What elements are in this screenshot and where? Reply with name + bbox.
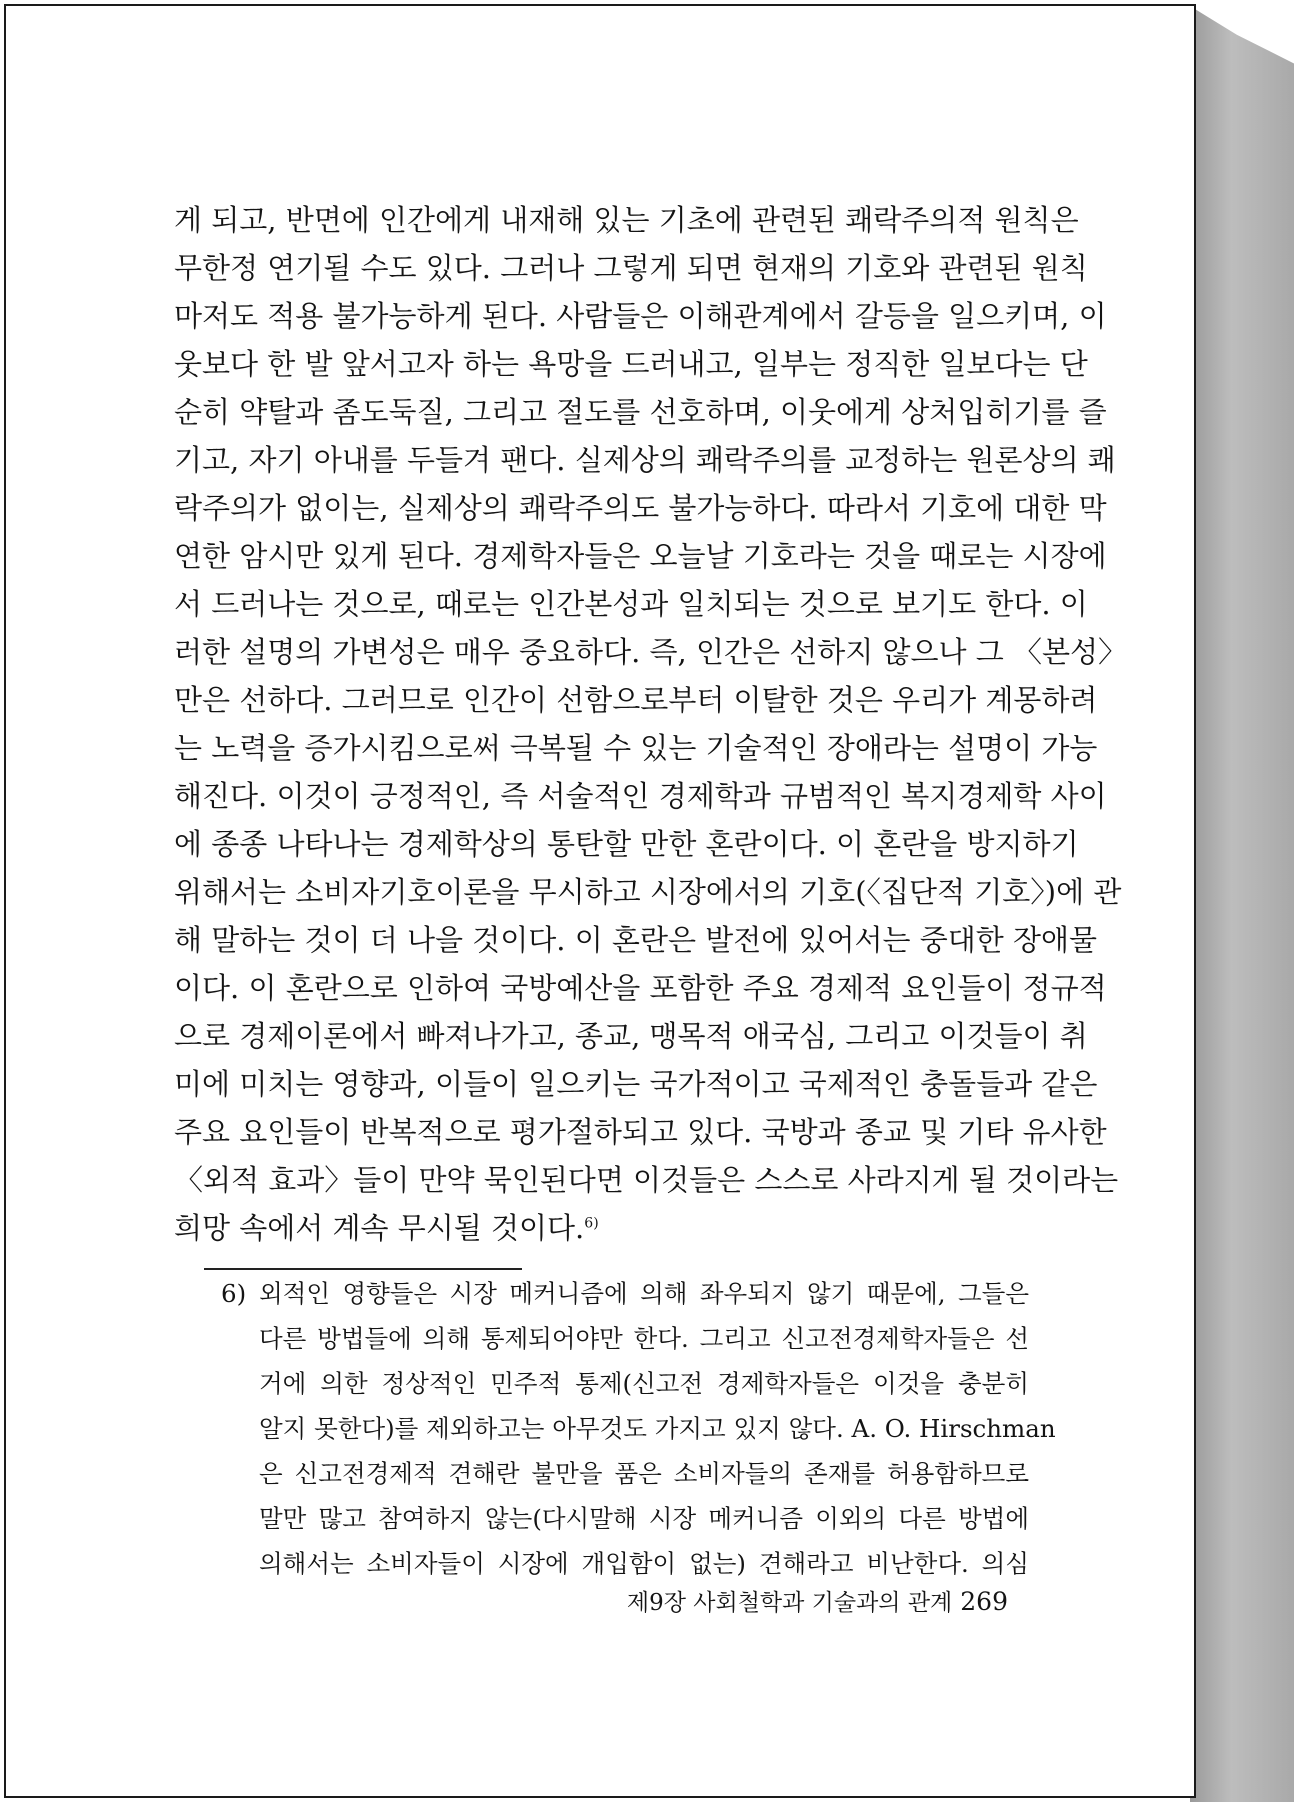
footnote-block <box>221 1271 1056 1586</box>
chapter-title: 제9장 사회철학과 기술과의 관계 <box>626 1590 953 1616</box>
text-line: 무한정 연기될 수도 있다. 그러나 그렇게 되면 현재의 기호와 관련된 원칙 <box>174 251 1088 285</box>
page-number: 269 <box>960 1587 1008 1616</box>
footnote-line: 거에 의한 정상적인 민주적 통제(신고전 경제학자들은 이것을 충분히 <box>259 1369 1029 1398</box>
footnote-line: 의해서는 소비자들이 시장에 개입함이 없는) 견해라고 비난한다. 의심 <box>259 1549 1029 1578</box>
footnote-line: 다른 방법들에 의해 통제되어야만 한다. 그리고 신고전경제학자들은 선 <box>259 1324 1029 1353</box>
text-line: 미에 미치는 영향과, 이들이 일으키는 국가적이고 국제적인 충돌들과 같은 <box>174 1067 1098 1101</box>
footnote-line: 알지 못한다)를 제외하고는 아무것도 가지고 있지 않다. A. O. Hirschman <box>259 1414 1056 1443</box>
text-line: 기고, 자기 아내를 두들겨 팬다. 실제상의 쾌락주의를 교정하는 원론상의 쾌 <box>174 443 1116 477</box>
text-line: 웃보다 한 발 앞서고자 하는 욕망을 드러내고, 일부는 정직한 일보다는 단 <box>174 347 1088 381</box>
text-line: 순히 약탈과 좀도둑질, 그리고 절도를 선호하며, 이웃에게 상처입히기를 즐 <box>174 395 1107 429</box>
running-footer <box>627 1584 1008 1617</box>
text-line: 마저도 적용 불가능하게 된다. 사람들은 이해관계에서 갈등을 일으키며, 이 <box>174 299 1107 333</box>
text-line: 연한 암시만 있게 된다. 경제학자들은 오늘날 기호라는 것을 때로는 시장에 <box>174 539 1107 573</box>
main-paragraph <box>174 196 1128 1252</box>
text-line: 만은 선하다. 그러므로 인간이 선함으로부터 이탈한 것은 우리가 계몽하려 <box>174 683 1098 717</box>
text-line: 이다. 이 혼란으로 인하여 국방예산을 포함한 주요 경제적 요인들이 정규적 <box>174 971 1107 1005</box>
footnote-reference-marker: 6) <box>584 1215 599 1232</box>
footnote-number: 6) <box>221 1279 247 1308</box>
text-line-final <box>174 1204 1029 1252</box>
text-line: 〈외적 효과〉들이 만약 묵인된다면 이것들은 스스로 사라지게 될 것이라는 <box>174 1163 1119 1197</box>
text-line-final-content: 희망 속에서 계속 무시될 것이다. <box>174 1211 585 1245</box>
footnote-separator-rule <box>204 1268 522 1270</box>
footnote-line-text: 외적인 영향들은 시장 메커니즘에 의해 좌우되지 않기 때문에, 그들은 <box>259 1279 1029 1308</box>
footnote-line: 말만 많고 참여하지 않는(다시말해 시장 메커니즘 이외의 다른 방법에 <box>259 1504 1029 1533</box>
text-line: 서 드러나는 것으로, 때로는 인간본성과 일치되는 것으로 보기도 한다. 이 <box>174 587 1088 621</box>
text-line: 해 말하는 것이 더 나을 것이다. 이 혼란은 발전에 있어서는 중대한 장애물 <box>174 923 1098 957</box>
text-line: 락주의가 없이는, 실제상의 쾌락주의도 불가능하다. 따라서 기호에 대한 막 <box>174 491 1107 525</box>
text-line: 에 종종 나타나는 경제학상의 통탄할 만한 혼란이다. 이 혼란을 방지하기 <box>174 827 1079 861</box>
book-page <box>4 4 1196 1798</box>
page-thickness-edge <box>1190 6 1294 1802</box>
footnote-line <box>221 1271 1029 1316</box>
text-line: 는 노력을 증가시킴으로써 극복될 수 있는 기술적인 장애라는 설명이 가능 <box>174 731 1098 765</box>
footnote-line: 은 신고전경제적 견해란 불만을 품은 소비자들의 존재를 허용함하므로 <box>259 1459 1029 1488</box>
text-line: 위해서는 소비자기호이론을 무시하고 시장에서의 기호(〈집단적 기호〉)에 관 <box>174 875 1122 909</box>
text-line: 주요 요인들이 반복적으로 평가절하되고 있다. 국방과 종교 및 기타 유사한 <box>174 1115 1107 1149</box>
text-line: 게 되고, 반면에 인간에게 내재해 있는 기초에 관련된 쾌락주의적 원칙은 <box>174 203 1079 237</box>
text-line: 러한 설명의 가변성은 매우 중요하다. 즉, 인간은 선하지 않으나 그 〈본성〉 <box>174 635 1128 669</box>
text-line: 으로 경제이론에서 빠져나가고, 종교, 맹목적 애국심, 그리고 이것들이 취 <box>174 1019 1088 1053</box>
text-line: 해진다. 이것이 긍정적인, 즉 서술적인 경제학과 규범적인 복지경제학 사이 <box>174 779 1107 813</box>
